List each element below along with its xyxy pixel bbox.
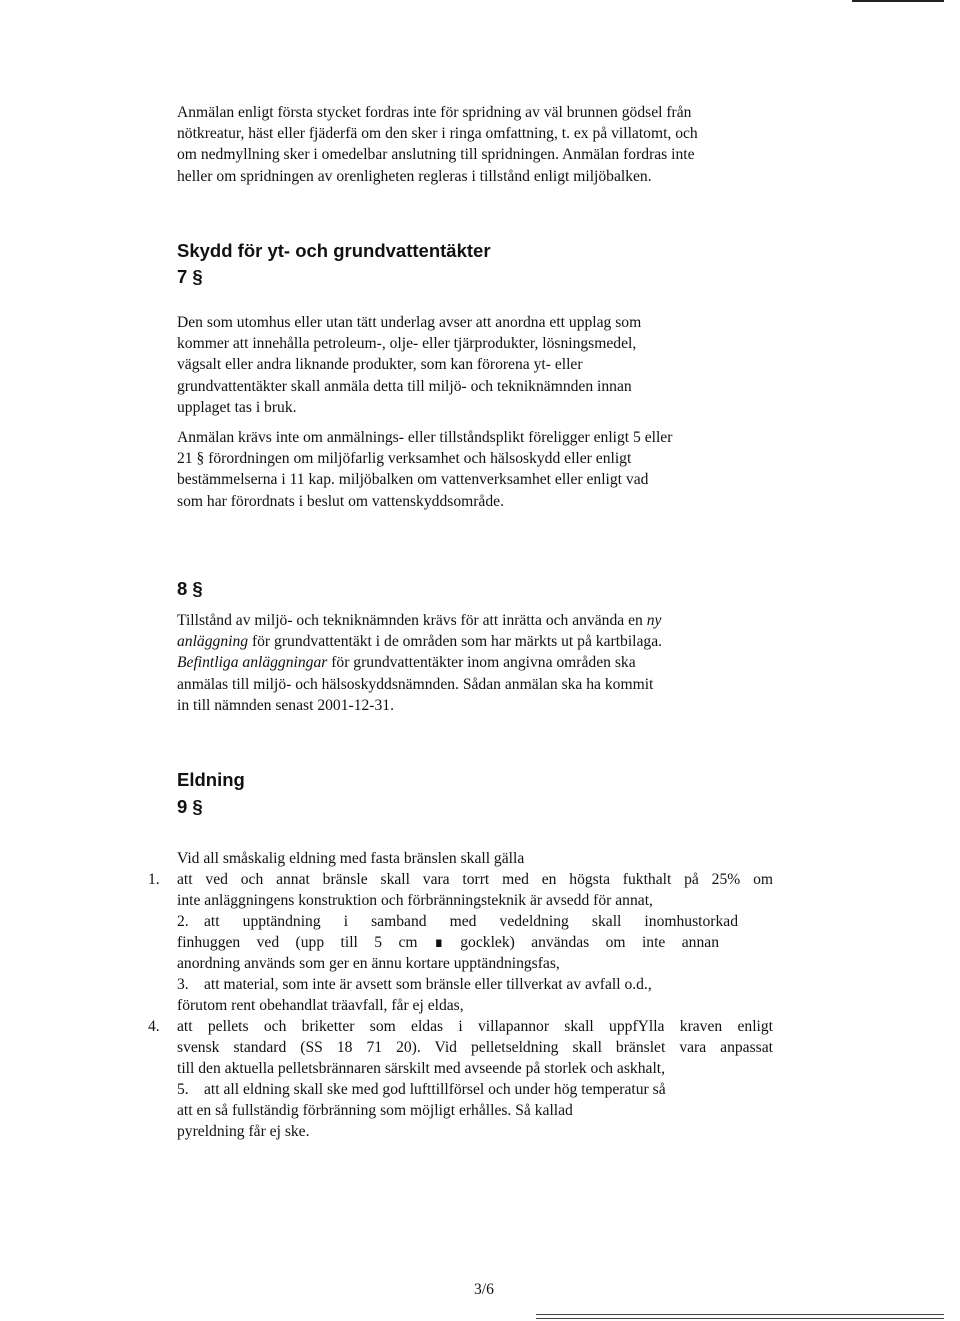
intro-line: nötkreatur, häst eller fjäderfä om den sker i ringa omfattning, t. ex på villatomt, och	[177, 125, 698, 143]
paragraph-line: in till nämnden senast 2001-12-31.	[177, 696, 394, 714]
italic-text: Befintliga anläggningar	[177, 654, 328, 672]
list-item-line: anordning används som ger en ännu kortare upptändningsfas,	[177, 954, 560, 972]
list-item-4	[177, 1017, 817, 1079]
section1-paragraph-1	[177, 312, 817, 418]
paragraph-line: Anmälan krävs inte om anmälnings- eller tillståndsplikt föreligger enligt 5 eller	[177, 429, 673, 446]
paragraph-number-8: 8 §	[177, 578, 203, 599]
list-item-line: svensk standard (SS 18 71 20). Vid pelletseldning skall bränslet vara anpassat	[177, 1038, 773, 1056]
paragraph-line: kommer att innehålla petroleum-, olje- eller tjärprodukter, lösningsmedel,	[177, 335, 637, 353]
paragraph-line: Den som utomhus eller utan tätt underlag avser att anordna ett upplag som	[177, 314, 642, 331]
text-span: för grundvattentäkter inom angivna områden ska	[327, 654, 636, 672]
list-item-line: finhuggen ved (upp till 5 cm ∎ gocklek) användas om inte annan	[177, 933, 719, 951]
list-item-line: att ved och annat bränsle skall vara torrt med en högsta fukthalt på 25% om	[177, 871, 773, 888]
paragraph-line: anmälas till miljö- och hälsoskyddsnämnden. Sådan anmälan ska ha kommit	[177, 675, 654, 693]
list-item-1	[177, 870, 817, 912]
intro-line: Anmälan enligt första stycket fordras inte för spridning av väl brunnen gödsel från	[177, 104, 692, 121]
list-item-line: att pellets och briketter som eldas i villapannor skall uppfYlla kraven enligt	[177, 1018, 773, 1035]
paragraph-line	[177, 652, 817, 673]
paragraph-line: upplaget tas i bruk.	[177, 398, 297, 416]
list-item-number: 1.	[148, 871, 160, 888]
list-item-line: att en så fullständig förbränning som möjligt erhålles. Så kallad	[177, 1101, 573, 1119]
list-item-number: 3.	[177, 976, 189, 993]
paragraph-line: Vid all småskalig eldning med fasta bränslen skall gälla	[177, 850, 525, 867]
paragraph-line	[177, 631, 817, 652]
paragraph-line: grundvattentäkter skall anmäla detta till miljö- och tekniknämnden innan	[177, 377, 632, 395]
page-number: 3/6	[474, 1281, 494, 1298]
text-span: Tillstånd av miljö- och tekniknämnden krävs för att inrätta och använda en	[177, 612, 647, 629]
section-heading-skydd: Skydd för yt- och grundvattentäkter	[177, 240, 491, 261]
list-item-2	[177, 912, 817, 974]
footer-rule	[536, 1318, 944, 1319]
paragraph-number-7: 7 §	[177, 266, 203, 287]
paragraph-line: bestämmelserna i 11 kap. miljöbalken om vattenverksamhet eller enligt vad	[177, 471, 649, 489]
intro-paragraph	[177, 102, 817, 187]
list-item-line: till den aktuella pelletsbrännaren särskilt med avseende på storlek och askhalt,	[177, 1059, 666, 1077]
list-item-5	[177, 1080, 817, 1142]
intro-line: om nedmyllning sker i omedelbar anslutning till spridningen. Anmälan fordras inte	[177, 146, 695, 164]
list-item-number: 4.	[148, 1018, 160, 1035]
paragraph-line: som har förordnats i beslut om vattenskyddsområde.	[177, 492, 504, 510]
italic-text: ny	[646, 612, 662, 629]
list-item-number: 5.	[177, 1081, 189, 1098]
text-span: för grundvattentäkt i de områden som har märkts ut på kartbilaga.	[248, 633, 663, 651]
list-item-line: inte anläggningens konstruktion och förbränningsteknik är avsedd för annat,	[177, 891, 653, 909]
italic-text: anläggning	[177, 633, 249, 651]
list-item-line: pyreldning får ej ske.	[177, 1122, 310, 1140]
list-item-3	[177, 975, 817, 1017]
eldning-intro	[177, 849, 817, 870]
paragraph-line: 21 § förordningen om miljöfarlig verksamhet och hälsoskydd eller enligt	[177, 450, 632, 468]
paragraph-number-9: 9 §	[177, 796, 203, 817]
list-item-line: att upptändning i samband med vedeldning skall inomhustorkad	[204, 913, 738, 930]
paragraph-line	[177, 610, 817, 631]
section1-paragraph-2	[177, 427, 817, 512]
footer-rule	[536, 1314, 944, 1315]
list-item-number: 2.	[177, 913, 189, 930]
list-item-line: förutom rent obehandlat träavfall, får ej eldas,	[177, 996, 464, 1014]
intro-line: heller om spridningen av orenligheten regleras i tillstånd enligt miljöbalken.	[177, 167, 652, 185]
section2-paragraph	[177, 610, 817, 716]
list-item-line: att material, som inte är avsett som bränsle eller tillverkat av avfall o.d.,	[204, 976, 652, 993]
paragraph-line: vägsalt eller andra liknande produkter, som kan förorena yt- eller	[177, 356, 583, 374]
section-heading-eldning: Eldning	[177, 769, 245, 790]
top-rule	[852, 0, 944, 2]
list-item-line: att all eldning skall ske med god lufttillförsel och under hög temperatur så	[204, 1081, 666, 1098]
